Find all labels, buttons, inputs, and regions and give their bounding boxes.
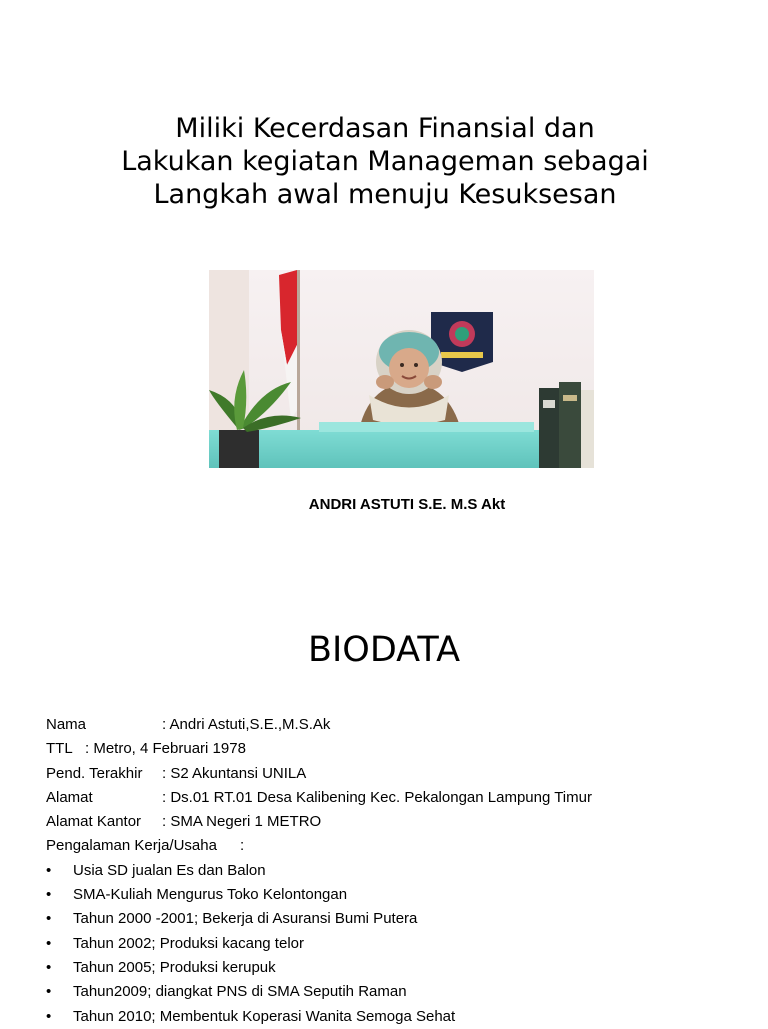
title-line: Langkah awal menuju Kesuksesan [153, 179, 617, 210]
field-label: Alamat [46, 788, 93, 806]
list-item [46, 1005, 746, 1029]
list-item [46, 859, 746, 883]
field-label: Pengalaman Kerja/Usaha [46, 837, 217, 855]
field-value: : Ds.01 RT.01 Desa Kalibening Kec. Pekalongan Lampung Timur [162, 788, 592, 806]
list-item [46, 956, 746, 980]
list-item [46, 980, 746, 1004]
person-eye [400, 363, 404, 367]
list-item [46, 907, 746, 931]
desk [209, 430, 594, 468]
presenter-photo [209, 270, 594, 468]
list-item-text: Tahun2009; diangkat PNS di SMA Seputih Raman [73, 983, 407, 1001]
person-face [389, 348, 429, 388]
field-label: TTL [46, 740, 73, 758]
pennant-emblem-inner [455, 327, 469, 341]
person-hand [376, 375, 394, 389]
list-item-text: Tahun 2002; Produksi kacang telor [73, 934, 304, 952]
bullet-icon: • [46, 958, 52, 976]
field-value: : [240, 837, 245, 855]
bullet-icon: • [46, 934, 52, 952]
field-label: Pend. Terakhir [46, 764, 143, 782]
book [581, 390, 594, 468]
field-label: Alamat Kantor [46, 813, 142, 831]
field-ttl [46, 737, 746, 761]
list-item [46, 932, 746, 956]
bullet-icon: • [46, 1007, 52, 1025]
list-item [46, 883, 746, 907]
pennant-text-band [441, 352, 483, 358]
person-eye [414, 363, 418, 367]
list-item-text: Tahun 2005; Produksi kerupuk [73, 958, 276, 976]
presenter-name: ANDRI ASTUTI S.E. M.S Akt [308, 496, 506, 513]
field-value: : S2 Akuntansi UNILA [162, 764, 307, 782]
flag-pole [297, 270, 300, 440]
field-pendidikan [46, 762, 746, 786]
slide-title [60, 112, 710, 211]
field-alamat-kantor [46, 810, 746, 834]
list-item-text: Tahun 2000 -2001; Bekerja di Asuransi Bumi Putera [73, 910, 418, 928]
list-item-text: Usia SD jualan Es dan Balon [73, 861, 266, 879]
book [559, 382, 581, 468]
bullet-icon: • [46, 983, 52, 1001]
field-pengalaman [46, 834, 746, 858]
field-nama [46, 713, 746, 737]
bullet-icon: • [46, 861, 52, 879]
biodata-content [46, 713, 746, 1029]
bullet-icon: • [46, 886, 52, 904]
book-label [563, 395, 577, 401]
list-item-text: SMA-Kuliah Mengurus Toko Kelontongan [73, 886, 348, 904]
field-value: : SMA Negeri 1 METRO [162, 813, 322, 831]
title-line: Miliki Kecerdasan Finansial dan [175, 113, 595, 144]
biodata-heading: BIODATA [307, 630, 461, 670]
person-hand [424, 375, 442, 389]
desk-edge [319, 422, 534, 432]
field-value: : Andri Astuti,S.E.,M.S.Ak [162, 716, 331, 733]
photo-illustration [209, 270, 594, 468]
field-value: : Metro, 4 Februari 1978 [85, 740, 246, 758]
book-label [543, 400, 555, 408]
list-item-text: Tahun 2010; Membentuk Koperasi Wanita Semoga Sehat [73, 1007, 456, 1025]
title-line: Lakukan kegiatan Manageman sebagai [121, 146, 649, 177]
field-label: Nama [46, 716, 87, 733]
experience-list [46, 859, 746, 1029]
bullet-icon: • [46, 910, 52, 928]
field-alamat [46, 786, 746, 810]
plant-pot [219, 430, 259, 468]
